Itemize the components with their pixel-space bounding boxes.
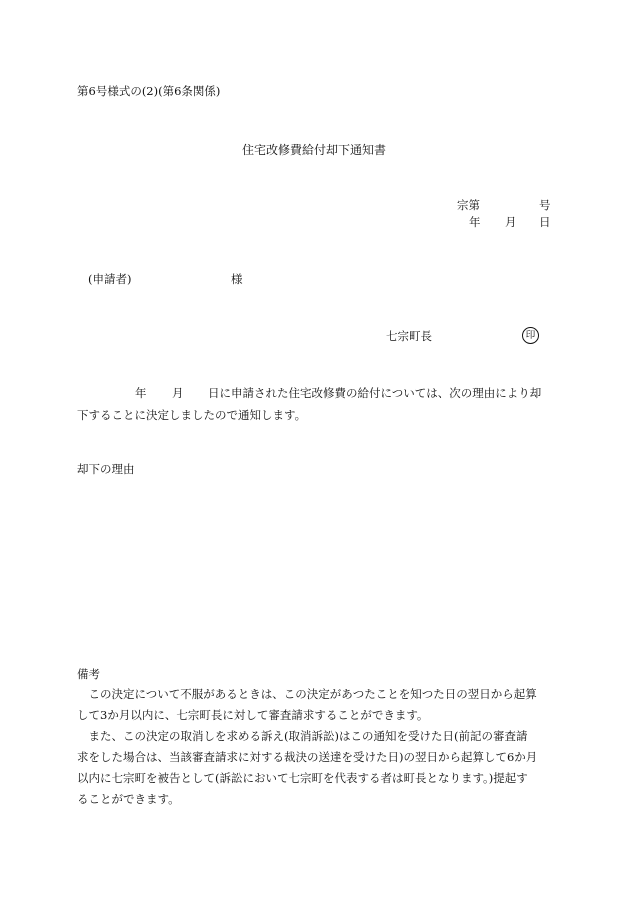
remarks-line: この決定について不服があるときは、この決定があつたことを知つた日の翌日から起算 bbox=[77, 687, 537, 701]
notice-body-line-2: 下することに決定しましたので通知します。 bbox=[77, 408, 307, 422]
remarks-line: して3か月以内に、七宗町長に対して審査請求することができます。 bbox=[77, 708, 429, 722]
document-number-prefix: 宗第 bbox=[457, 198, 480, 212]
document-number-suffix: 号 bbox=[539, 198, 551, 212]
body-month-label: 月 bbox=[172, 386, 184, 400]
notice-body bbox=[77, 382, 551, 426]
date-month-label: 月 bbox=[505, 215, 517, 229]
rejection-reason-heading: 却下の理由 bbox=[77, 462, 135, 476]
applicant-label: (申請者) bbox=[88, 272, 132, 286]
notice-body-line-1 bbox=[77, 382, 551, 404]
document-title: 住宅改修費給付却下通知書 bbox=[242, 143, 387, 157]
remarks-line: また、この決定の取消しを求める訴え(取消訴訟)はこの通知を受けた日(前記の審査請 bbox=[77, 729, 528, 743]
remarks-heading: 備考 bbox=[77, 667, 100, 681]
date-day-label: 日 bbox=[539, 215, 551, 229]
remarks-line: ることができます。 bbox=[77, 792, 180, 806]
body-line1-text: 日に申請された住宅改修費の給付については、次の理由により却 bbox=[208, 386, 542, 400]
remarks-line: 以内に七宗町を被告として(訴訟において七宗町を代表する者は町長となります。)提起す bbox=[77, 771, 528, 785]
remarks-line: 求をした場合は、当該審査請求に対する裁決の送達を受けた日)の翌日から起算して6か月 bbox=[77, 750, 538, 764]
body-year-label: 年 bbox=[135, 386, 147, 400]
issuer-line bbox=[386, 331, 546, 351]
applicant-honorific: 様 bbox=[231, 272, 243, 286]
date-year-label: 年 bbox=[469, 215, 481, 229]
form-identifier: 第6号様式の(2)(第6条関係) bbox=[77, 84, 221, 98]
seal-stamp-icon: 印 bbox=[522, 327, 539, 344]
issuer-title: 七宗町長 bbox=[386, 329, 432, 343]
remarks-body bbox=[77, 684, 553, 810]
